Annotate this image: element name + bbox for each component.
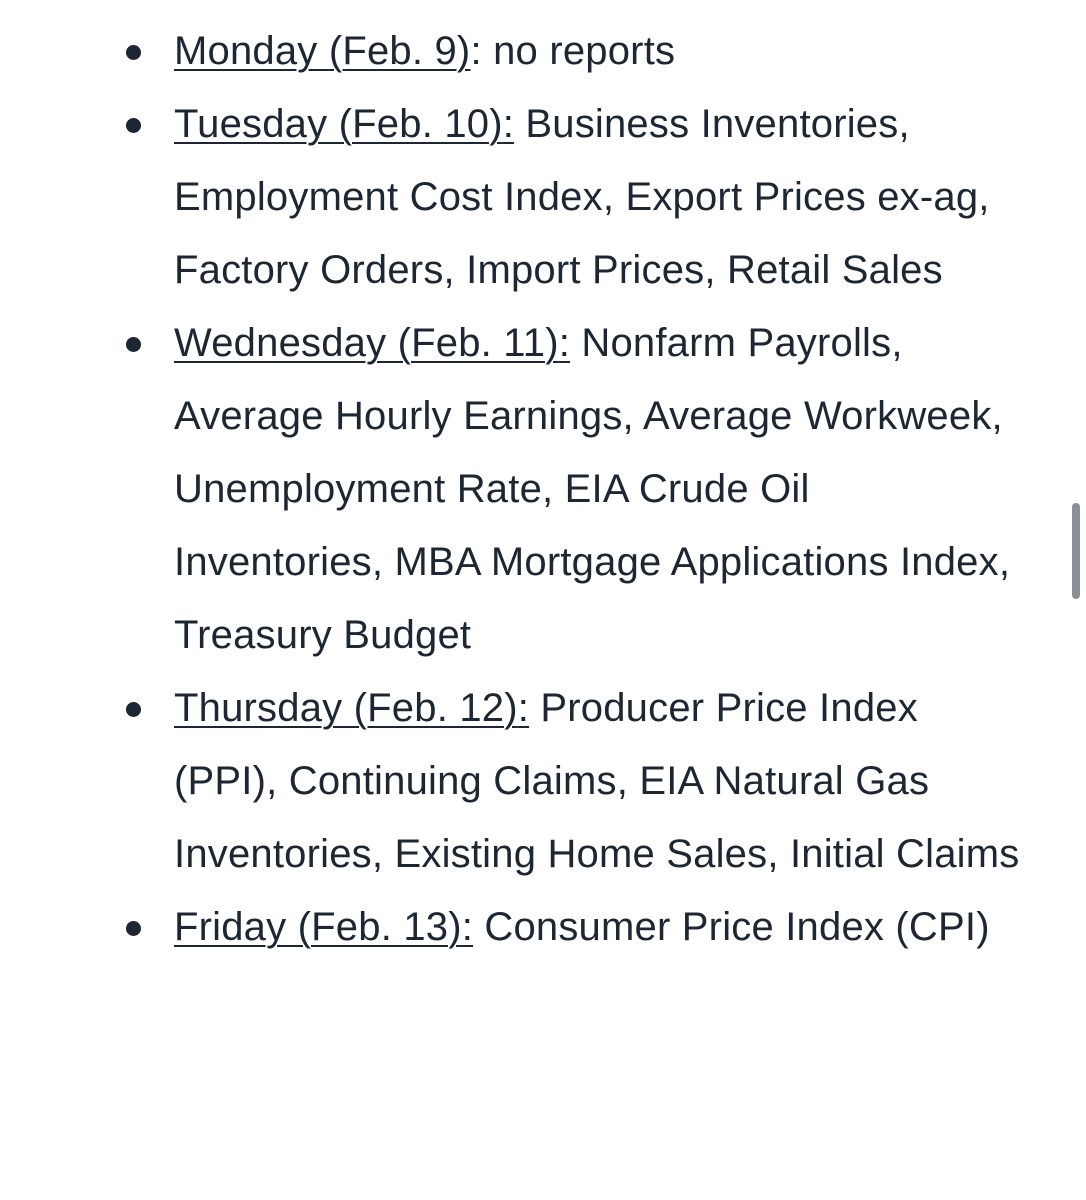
day-separator: : xyxy=(470,29,482,73)
list-item-thursday xyxy=(174,672,1024,891)
list-item-wednesday xyxy=(174,307,1024,672)
list-item-monday xyxy=(174,15,1024,88)
reports-text: Nonfarm Payrolls, Average Hourly Earnings, Average Workweek, Unemployment Rate, EIA Crude Oil Inventories, MBA Mortgage Applications Index, Treasury Budget xyxy=(174,321,1011,657)
day-link-friday[interactable]: Friday (Feb. 13): xyxy=(174,905,474,949)
bullet-icon xyxy=(126,118,141,133)
list-item-tuesday xyxy=(174,88,1024,307)
economic-calendar-list xyxy=(0,15,1024,964)
reports-text: Producer Price Index (PPI), Continuing Claims, EIA Natural Gas Inventories, Existing Home Sales, Initial Claims xyxy=(174,686,1020,876)
day-link-monday[interactable]: Monday (Feb. 9) xyxy=(174,29,471,73)
reports-text: Consumer Price Index (CPI) xyxy=(473,905,990,949)
day-link-tuesday[interactable]: Tuesday (Feb. 10): xyxy=(174,102,515,146)
day-link-thursday[interactable]: Thursday (Feb. 12): xyxy=(174,686,530,730)
bullet-icon xyxy=(126,702,141,717)
scrollbar-thumb[interactable] xyxy=(1072,503,1080,599)
reports-text: Business Inventories, Employment Cost Index, Export Prices ex-ag, Factory Orders, Import Prices, Retail Sales xyxy=(174,102,990,292)
bullet-icon xyxy=(126,45,141,60)
list-item-friday xyxy=(174,891,1024,964)
day-link-wednesday[interactable]: Wednesday (Feb. 11): xyxy=(174,321,571,365)
bullet-icon xyxy=(126,921,141,936)
reports-text: no reports xyxy=(481,29,676,73)
bullet-icon xyxy=(126,337,141,352)
